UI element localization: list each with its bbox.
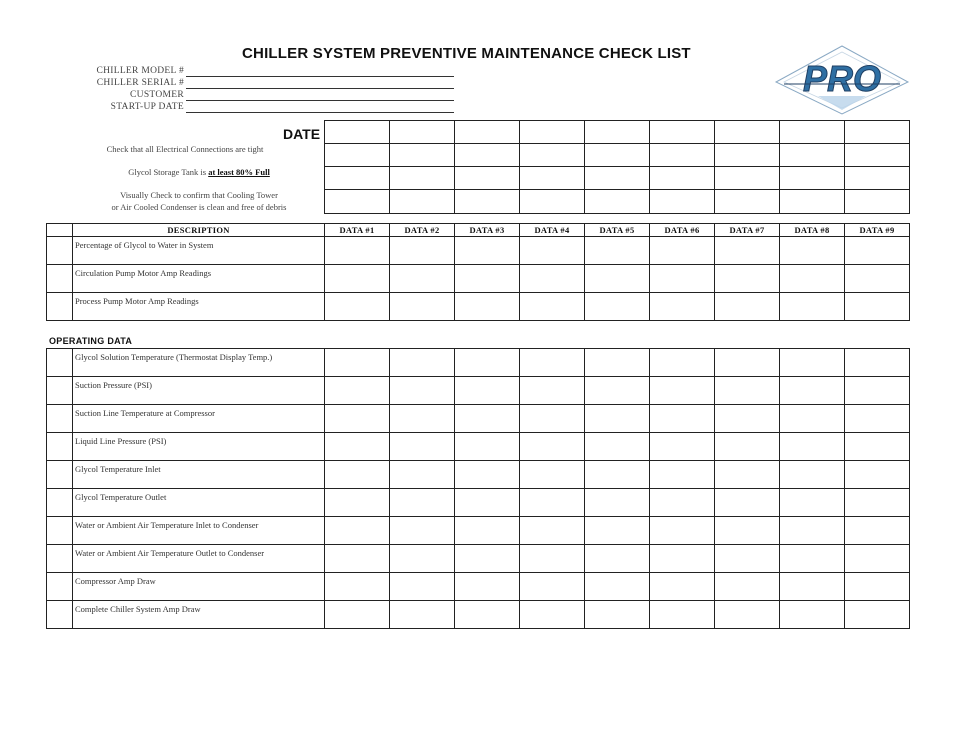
row-description: Glycol Temperature Outlet [73,489,325,517]
table-row [47,433,910,461]
customer-label: CUSTOMER [130,90,184,100]
tower-check-row [325,190,910,214]
data-cell[interactable] [845,349,910,377]
data-cell[interactable] [585,601,650,629]
data-cell[interactable] [390,573,455,601]
operating-data-heading: OPERATING DATA [49,336,133,346]
data-cell[interactable] [520,237,585,265]
check-cell[interactable] [390,144,455,167]
data-cell[interactable] [715,237,780,265]
pro-logo [774,44,910,116]
data-cell[interactable] [715,545,780,573]
date-cell[interactable] [780,121,845,144]
data-cell[interactable] [585,237,650,265]
check-cell[interactable] [715,144,780,167]
check-cell[interactable] [845,167,910,190]
data-cell[interactable] [780,573,845,601]
data-cell[interactable] [780,461,845,489]
data-cell[interactable] [585,573,650,601]
check-cell[interactable] [455,144,520,167]
data-cell[interactable] [780,293,845,321]
startup-date-label: START-UP DATE [110,102,184,112]
check-cell[interactable] [650,167,715,190]
row-description: Water or Ambient Air Temperature Inlet to Condenser [73,517,325,545]
check-cell[interactable] [715,167,780,190]
data-cell[interactable] [715,517,780,545]
data-cell[interactable] [325,545,390,573]
data-cell[interactable] [650,405,715,433]
data-cell[interactable] [520,573,585,601]
row-marker-cell [47,461,73,489]
data-cell[interactable] [455,377,520,405]
row-description: Suction Pressure (PSI) [73,377,325,405]
date-label: DATE [283,126,321,142]
data-8-header: DATA #8 [780,224,845,237]
data-cell[interactable] [585,265,650,293]
data-cell[interactable] [715,433,780,461]
table-row [47,377,910,405]
check-electrical-text: Check that all Electrical Connections are tight [106,144,264,154]
data-cell[interactable] [845,405,910,433]
data-cell[interactable] [455,601,520,629]
row-description: Suction Line Temperature at Compressor [73,405,325,433]
data-cell[interactable] [325,265,390,293]
data-cell[interactable] [585,293,650,321]
data-cell[interactable] [455,237,520,265]
row-description: Glycol Solution Temperature (Thermostat Display Temp.) [73,349,325,377]
table-row [47,265,910,293]
table-row [47,601,910,629]
data-cell[interactable] [520,489,585,517]
data-6-header: DATA #6 [650,224,715,237]
data-cell[interactable] [715,461,780,489]
date-cell[interactable] [325,121,390,144]
check-cell[interactable] [520,144,585,167]
data-cell[interactable] [780,265,845,293]
data-cell[interactable] [520,405,585,433]
data-cell[interactable] [325,405,390,433]
date-cell[interactable] [715,121,780,144]
row-description: Process Pump Motor Amp Readings [73,293,325,321]
table-row [47,349,910,377]
check-cell[interactable] [455,167,520,190]
data-cell[interactable] [845,573,910,601]
row-description: Water or Ambient Air Temperature Outlet to Condenser [73,545,325,573]
table-row [47,293,910,321]
data-cell[interactable] [780,349,845,377]
row-marker-cell [47,293,73,321]
data-cell[interactable] [845,433,910,461]
data-cell[interactable] [520,433,585,461]
data-cell[interactable] [455,405,520,433]
document-title: CHILLER SYSTEM PREVENTIVE MAINTENANCE CHECK LIST [242,45,691,62]
data-2-header: DATA #2 [390,224,455,237]
data-cell[interactable] [715,293,780,321]
operating-data-table [46,348,910,629]
check-glycol-prefix: Glycol Storage Tank is [128,167,209,177]
check-cell[interactable] [780,167,845,190]
data-cell[interactable] [390,517,455,545]
data-cell[interactable] [650,461,715,489]
data-cell[interactable] [780,377,845,405]
data-cell[interactable] [780,545,845,573]
row-marker-cell [47,377,73,405]
check-cell[interactable] [780,144,845,167]
check-cell[interactable] [845,190,910,214]
data-cell[interactable] [780,517,845,545]
row-marker-cell [47,489,73,517]
data-cell[interactable] [780,433,845,461]
description-table [46,223,910,321]
check-cell[interactable] [325,190,390,214]
data-cell[interactable] [780,237,845,265]
check-cell[interactable] [845,144,910,167]
data-9-header: DATA #9 [845,224,910,237]
data-cell[interactable] [650,573,715,601]
row-description: Percentage of Glycol to Water in System [73,237,325,265]
check-cell[interactable] [520,190,585,214]
data-cell[interactable] [455,349,520,377]
logo-text: PRO [802,58,882,99]
data-cell[interactable] [715,349,780,377]
row-marker-cell [47,517,73,545]
row-marker-cell [47,545,73,573]
row-description: Complete Chiller System Amp Draw [73,601,325,629]
check-cell[interactable] [325,167,390,190]
data-cell[interactable] [455,573,520,601]
check-cell[interactable] [390,167,455,190]
data-cell[interactable] [715,265,780,293]
data-cell[interactable] [585,517,650,545]
data-cell[interactable] [390,405,455,433]
data-cell[interactable] [325,601,390,629]
check-cell[interactable] [585,167,650,190]
data-cell[interactable] [455,265,520,293]
data-cell[interactable] [455,489,520,517]
row-marker-cell [47,349,73,377]
data-cell[interactable] [520,461,585,489]
data-cell[interactable] [390,377,455,405]
data-cell[interactable] [520,265,585,293]
date-cell[interactable] [650,121,715,144]
data-cell[interactable] [325,573,390,601]
data-cell[interactable] [845,489,910,517]
data-cell[interactable] [845,377,910,405]
data-cell[interactable] [520,545,585,573]
data-cell[interactable] [325,461,390,489]
data-cell[interactable] [585,377,650,405]
data-cell[interactable] [325,489,390,517]
date-cell[interactable] [520,121,585,144]
data-cell[interactable] [390,265,455,293]
data-cell[interactable] [650,601,715,629]
data-cell[interactable] [845,545,910,573]
check-cell[interactable] [585,190,650,214]
data-cell[interactable] [780,405,845,433]
data-cell[interactable] [520,377,585,405]
data-cell[interactable] [390,461,455,489]
data-cell[interactable] [650,265,715,293]
date-cell[interactable] [455,121,520,144]
check-tower-line2: or Air Cooled Condenser is clean and free of debris [111,202,287,212]
check-cell[interactable] [455,190,520,214]
data-cell[interactable] [520,349,585,377]
row-description: Glycol Temperature Inlet [73,461,325,489]
data-cell[interactable] [390,237,455,265]
data-cell[interactable] [585,433,650,461]
table-row [47,237,910,265]
data-cell[interactable] [455,517,520,545]
data-cell[interactable] [455,545,520,573]
check-glycol-text [74,166,324,178]
data-cell[interactable] [780,489,845,517]
table-row [47,461,910,489]
electrical-check-row [325,144,910,167]
data-cell[interactable] [325,293,390,321]
check-cell[interactable] [520,167,585,190]
data-cell[interactable] [650,545,715,573]
row-marker-cell [47,237,73,265]
data-cell[interactable] [390,489,455,517]
chiller-model-line [186,76,454,77]
date-row [325,121,910,144]
data-cell[interactable] [455,293,520,321]
data-cell[interactable] [520,601,585,629]
data-cell[interactable] [845,293,910,321]
check-cell[interactable] [325,144,390,167]
date-check-table [324,120,910,214]
row-marker-cell [47,265,73,293]
data-cell[interactable] [845,517,910,545]
data-cell[interactable] [715,377,780,405]
data-cell[interactable] [715,489,780,517]
data-cell[interactable] [650,377,715,405]
data-cell[interactable] [650,293,715,321]
data-cell[interactable] [845,461,910,489]
data-cell[interactable] [390,545,455,573]
data-cell[interactable] [845,601,910,629]
date-cell[interactable] [585,121,650,144]
data-cell[interactable] [715,573,780,601]
startup-date-line [186,112,454,113]
data-cell[interactable] [520,293,585,321]
chiller-model-label: CHILLER MODEL # [96,66,184,76]
chiller-serial-line [186,88,454,89]
data-cell[interactable] [390,349,455,377]
data-cell[interactable] [715,405,780,433]
data-cell[interactable] [715,601,780,629]
data-cell[interactable] [845,265,910,293]
data-cell[interactable] [585,349,650,377]
data-7-header: DATA #7 [715,224,780,237]
row-description: Circulation Pump Motor Amp Readings [73,265,325,293]
data-cell[interactable] [650,433,715,461]
table-row [47,489,910,517]
data-cell[interactable] [455,433,520,461]
data-cell[interactable] [585,461,650,489]
check-cell[interactable] [585,144,650,167]
data-cell[interactable] [650,517,715,545]
check-cell[interactable] [780,190,845,214]
check-cell[interactable] [390,190,455,214]
data-cell[interactable] [650,349,715,377]
check-cell[interactable] [650,144,715,167]
table-row [47,517,910,545]
data-cell[interactable] [325,517,390,545]
table-row [47,545,910,573]
date-cell[interactable] [845,121,910,144]
data-cell[interactable] [455,461,520,489]
glycol-check-row [325,167,910,190]
description-header: DESCRIPTION [73,224,325,237]
table-row [47,405,910,433]
data-cell[interactable] [325,349,390,377]
check-glycol-emphasis: at least 80% Full [208,167,270,177]
data-5-header: DATA #5 [585,224,650,237]
data-cell[interactable] [325,433,390,461]
row-marker-cell [47,224,73,237]
chiller-serial-label: CHILLER SERIAL # [96,78,184,88]
data-cell[interactable] [780,601,845,629]
date-cell[interactable] [390,121,455,144]
data-cell[interactable] [845,237,910,265]
data-cell[interactable] [585,405,650,433]
row-marker-cell [47,601,73,629]
row-marker-cell [47,405,73,433]
data-cell[interactable] [390,601,455,629]
check-tower-line1: Visually Check to confirm that Cooling Tower [120,190,278,200]
description-header-row [47,224,910,237]
data-cell[interactable] [390,433,455,461]
table-row [47,573,910,601]
check-cell[interactable] [650,190,715,214]
data-cell[interactable] [650,237,715,265]
data-3-header: DATA #3 [455,224,520,237]
customer-line [186,100,454,101]
data-cell[interactable] [520,517,585,545]
data-cell[interactable] [650,489,715,517]
data-cell[interactable] [585,489,650,517]
check-cell[interactable] [715,190,780,214]
data-cell[interactable] [325,237,390,265]
row-description: Liquid Line Pressure (PSI) [73,433,325,461]
data-cell[interactable] [585,545,650,573]
data-cell[interactable] [325,377,390,405]
row-description: Compressor Amp Draw [73,573,325,601]
data-cell[interactable] [390,293,455,321]
row-marker-cell [47,573,73,601]
data-4-header: DATA #4 [520,224,585,237]
row-marker-cell [47,433,73,461]
data-1-header: DATA #1 [325,224,390,237]
